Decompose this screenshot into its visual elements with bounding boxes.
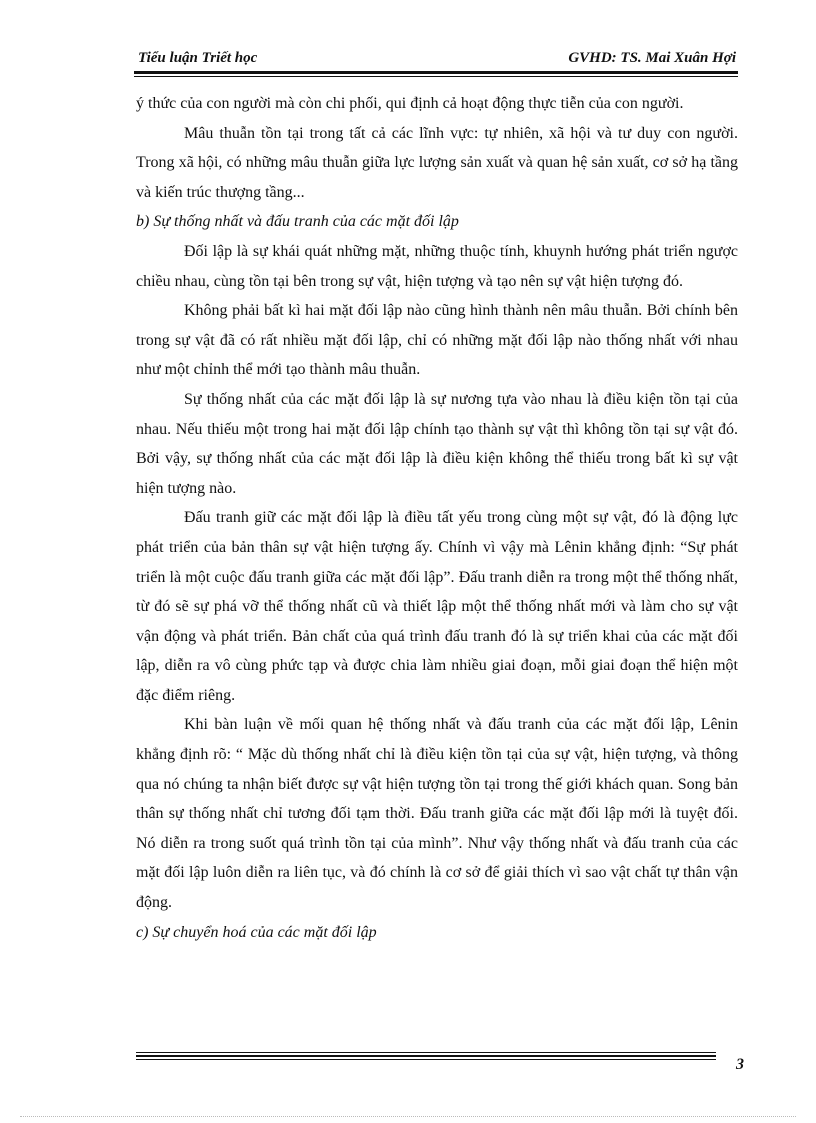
header-rule-thin [134,76,738,77]
paragraph: Khi bàn luận về mối quan hệ thống nhất và đấu tranh của các mặt đối lập, Lênin khẳng định rõ: “ Mặc dù thống nhất chỉ là điều kiện tồn tại của sự vật, hiện tượng, và thông qua nó chúng ta nhận biết được sự vật hiện tượng tồn tại trong thế giới khách quan. Song bản thân sự thống nhất chỉ tương đối tạm thời. Đấu tranh giữa các mặt đối lập mới là tuyệt đối. Nó diễn ra trong suốt quá trình tồn tại của mình”. Như vậy thống nhất và đấu tranh của các mặt đối lập luôn diễn ra liên tục, và đó chính là cơ sở để giải thích vì sao vật chất tự thân vận động. [136,716,738,912]
paragraph-continuation: ý thức của con người mà còn chi phối, qui định cả hoạt động thực tiễn của con người. [136,95,684,112]
header-rule [134,71,738,74]
page-header [138,46,736,72]
body-text [136,89,738,947]
footer-rule [136,1052,716,1053]
footer-rule-middle [136,1055,716,1057]
paragraph: Sự thống nhất của các mặt đối lập là sự nương tựa vào nhau là điều kiện tồn tại của nhau. Nếu thiếu một trong hai mặt đối lập chính tạo thành sự vật thì không tồn tại sự vật đó. Bởi vậy, sự thống nhất của các mặt đối lập là điều kiện không thể thiếu trong bất kì sự vật hiện tượng nào. [136,390,738,497]
page-edge-divider [20,1116,796,1117]
paragraph: Đối lập là sự khái quát những mặt, những thuộc tính, khuynh hướng phát triển ngược chiều nhau, cùng tồn tại bên trong sự vật, hiện tượng và tạo nên sự vật hiện tượng đó. [136,242,738,290]
footer-rule-bottom [136,1059,716,1060]
paragraph: Không phải bất kì hai mặt đối lập nào cũng hình thành nên mâu thuẫn. Bởi chính bên trong sự vật đã có rất nhiều mặt đối lập, chỉ có những mặt đối lập nào thống nhất với nhau như một chỉnh thể mới tạo thành mâu thuẫn. [136,302,738,379]
paragraph: Mâu thuẫn tồn tại trong tất cả các lĩnh vực: tự nhiên, xã hội và tư duy con người. Trong xã hội, có những mâu thuẫn giữa lực lượng sản xuất và quan hệ sản xuất, cơ sở hạ tầng và kiến trúc thượng tầng... [136,124,738,201]
header-title: Tiểu luận Triết học [138,50,258,66]
page-number: 3 [736,1056,744,1073]
subheading-c: c) Sự chuyển hoá của các mặt đối lập [136,923,377,941]
header-supervisor: GVHD: TS. Mai Xuân Hợi [568,50,736,66]
subheading-b: b) Sự thống nhất và đấu tranh của các mặt đối lập [136,213,459,231]
paragraph: Đấu tranh giữ các mặt đối lập là điều tất yếu trong cùng một sự vật, đó là động lực phát triển của bản thân sự vật hiện tượng ấy. Chính vì vậy mà Lênin khẳng định: “Sự phát triển là một cuộc đấu tranh giữa các mặt đối lập”. Đấu tranh diễn ra trong một thể thống nhất, từ đó sẽ sự phá vỡ thể thống nhất cũ và thiết lập một thể thống nhất mới và làm cho sự vật vận động và phát triển. Bản chất của quá trình đấu tranh đó là sự triển khai của các mặt đối lập, diễn ra vô cùng phức tạp và được chia làm nhiều giai đoạn, mỗi giai đoạn thể hiện một đặc điểm riêng. [136,509,738,704]
